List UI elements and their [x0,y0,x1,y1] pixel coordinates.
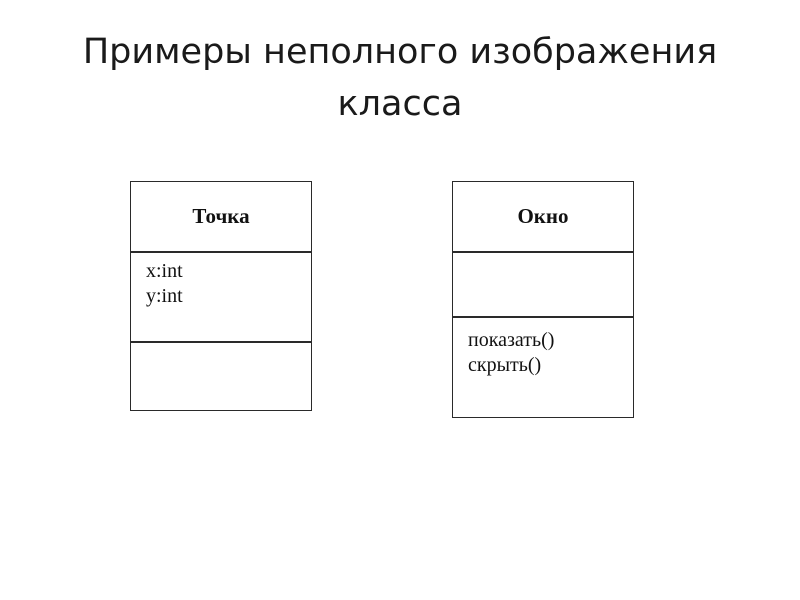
operations-compartment [453,318,633,417]
slide-title: Примеры неполного изображения класса [82,32,718,124]
uml-class-tochka [130,181,312,411]
uml-class-okno [452,181,634,418]
operations-compartment [131,343,311,410]
attributes-compartment [453,253,633,318]
attribute: x:int [146,260,183,282]
attributes-compartment [131,253,311,343]
class-name: Окно [453,182,633,253]
operation: скрыть() [468,354,542,376]
class-name: Точка [131,182,311,253]
operation: показать() [468,329,555,351]
attribute: y:int [146,285,183,307]
